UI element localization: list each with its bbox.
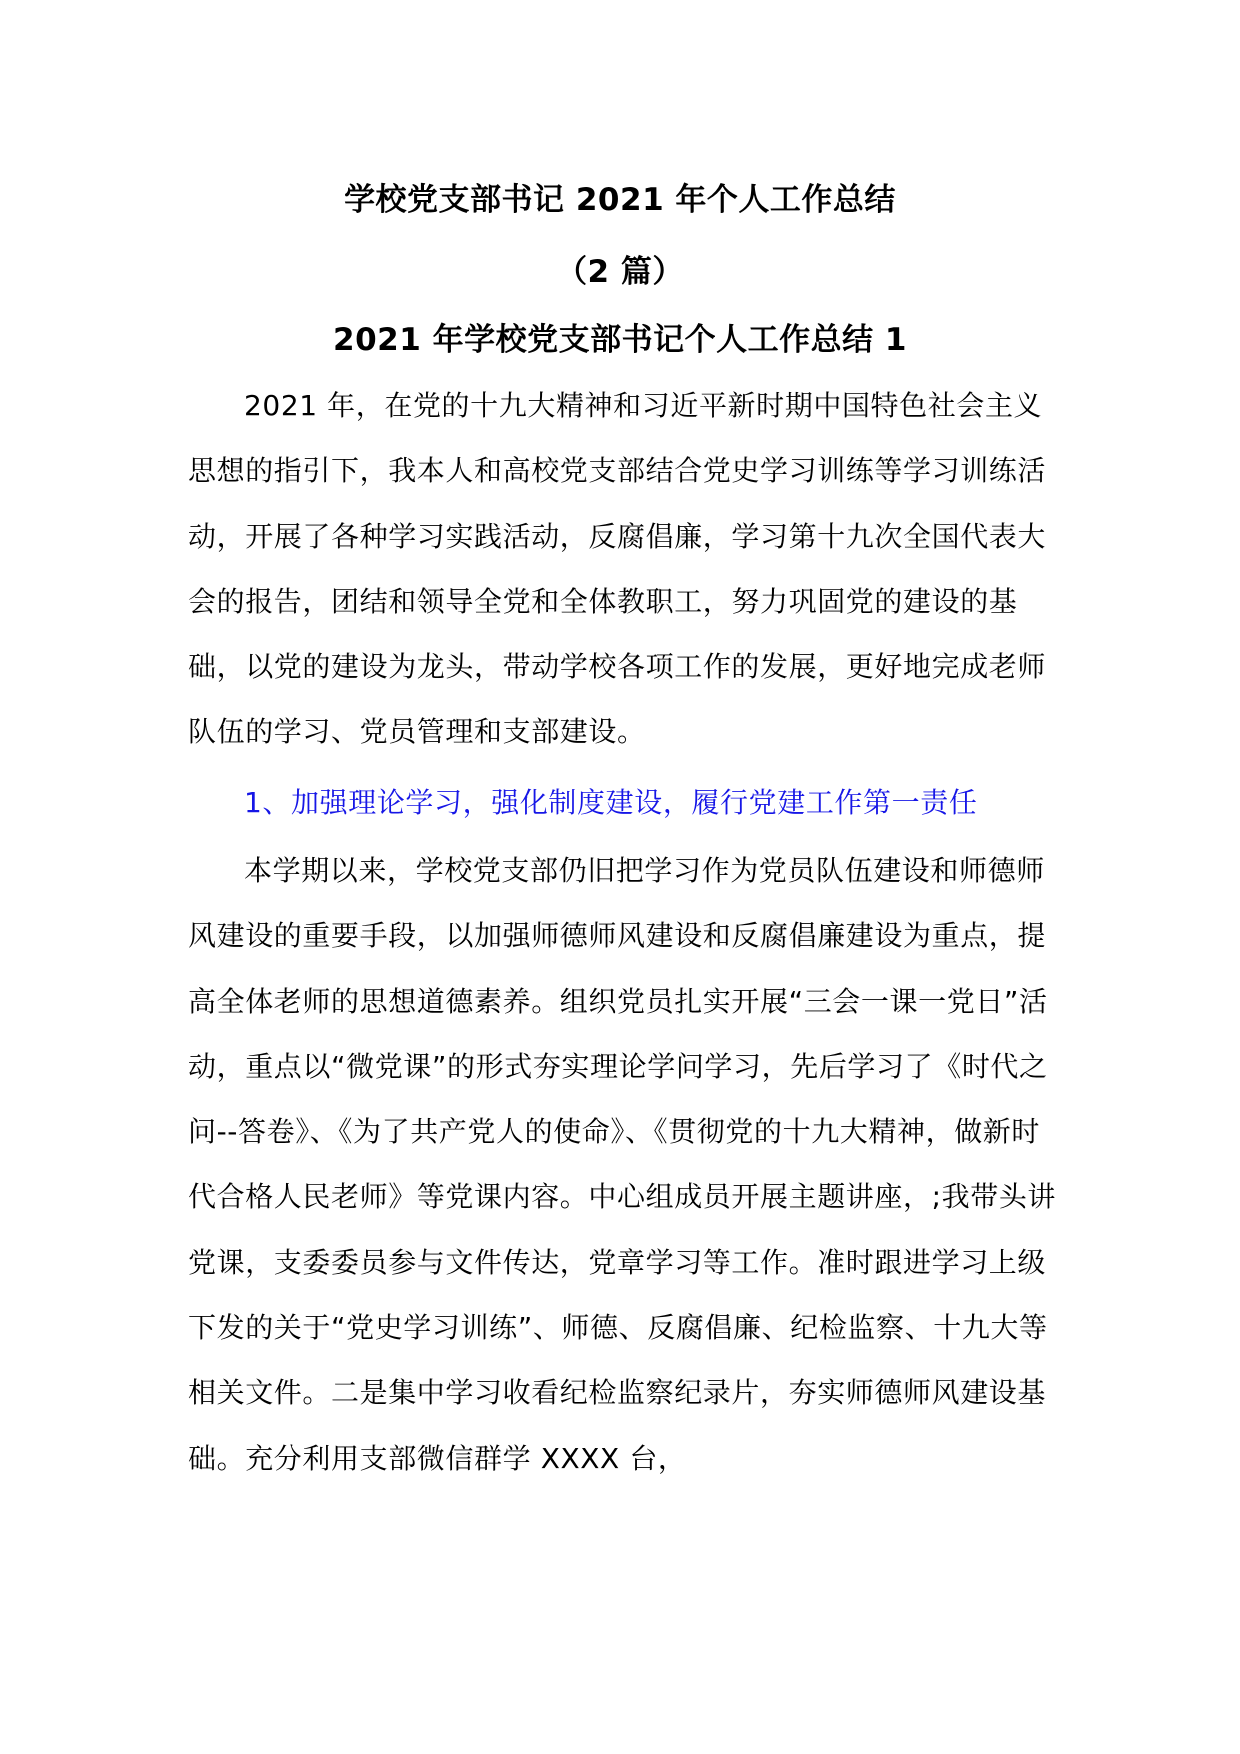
section-heading-1: 1、加强理论学习，强化制度建设，履行党建工作第一责任 <box>244 786 978 819</box>
paragraph-section-1: 本学期以来，学校党支部仍旧把学习作为党员队伍建设和师德师风建设的重要手段，以加强师德师风建设和反腐倡廉建设为重点，提高全体老师的思想道德素养。组织党员扎实开展“三会一课一党日”活动，重点以“微党课”的形式夯实理论学问学习，先后学习了《时代之问--答卷》、《为了共产党人的使命》、《贯彻党的十九大精神，做新时代合格人民老师》等党课内容。中心组成员开展主题讲座，;我带头讲党课，支委委员参与文件传达，党章学习等工作。准时跟进学习上级下发的关于“党史学习训练”、师德、反腐倡廉、纪检监察、十九大等相关文件。二是集中学习收看纪检监察纪录片，夯实师德师风建设基础。充分利用支部微信群学 XXXX 台， <box>188 854 1057 1475</box>
paragraph-intro: 2021 年，在党的十九大精神和习近平新时期中国特色社会主义思想的指引下，我本人和高校党支部结合党史学习训练等学习训练活动，开展了各种学习实践活动，反腐倡廉，学习第十九次全国代表大会的报告，团结和领导全党和全体教职工，努力巩固党的建设的基础，以党的建设为龙头，带动学校各项工作的发展，更好地完成老师队伍的学习、党员管理和支部建设。 <box>188 389 1047 749</box>
document-subtitle: 2021 年学校党支部书记个人工作总结 1 <box>333 322 907 358</box>
document-title: 学校党支部书记 2021 年个人工作总结 <box>344 182 896 218</box>
document-title-count: （2 篇） <box>556 254 684 290</box>
